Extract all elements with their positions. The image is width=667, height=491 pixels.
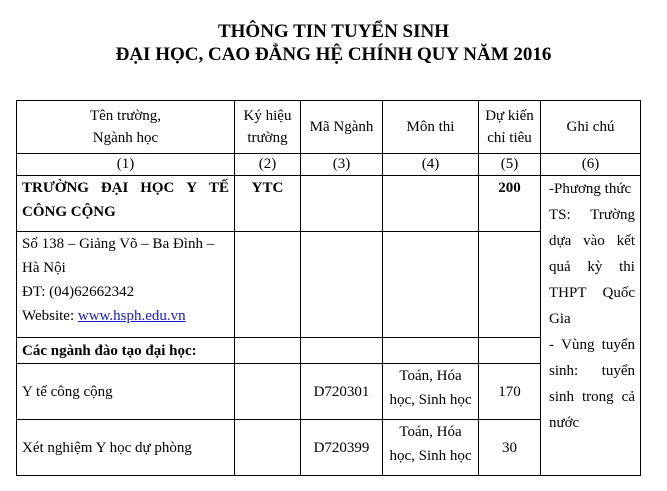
col-header-quota: Dự kiến chỉ tiêu — [479, 101, 541, 154]
program-code: D720301 — [301, 364, 383, 420]
program-name: Xét nghiệm Y học dự phòng — [17, 420, 235, 476]
program-subjects: Toán, Hóa học, Sinh học — [383, 364, 479, 420]
column-number: (2) — [235, 154, 301, 176]
document-subtitle: ĐẠI HỌC, CAO ĐẲNG HỆ CHÍNH QUY NĂM 2016 — [115, 44, 552, 65]
column-number: (5) — [479, 154, 541, 176]
column-number-row — [17, 154, 641, 176]
column-number: (6) — [541, 154, 641, 176]
col-header-notes: Ghi chú — [541, 101, 641, 154]
column-number: (1) — [17, 154, 235, 176]
school-quota: 200 — [479, 176, 541, 232]
notes-cell: -Phương thức TS: Trường dựa vào kết quả kỳ thi THPT Quốc Gia - Vùng tuyển sinh: tuyển sinh trong cả nước — [541, 176, 641, 476]
document-title: THÔNG TIN TUYỂN SINH — [217, 21, 450, 42]
website-link[interactable]: www.hsph.edu.vn — [77, 308, 186, 324]
column-number: (4) — [383, 154, 479, 176]
col-header-subjects: Môn thi — [383, 101, 479, 154]
school-phone: ĐT: (04)62662342 — [22, 284, 135, 300]
program-code: D720399 — [301, 420, 383, 476]
column-number: (3) — [301, 154, 383, 176]
col-header-school: Tên trường, Ngành học — [17, 101, 235, 154]
col-header-major-code: Mã Ngành — [301, 101, 383, 154]
school-code: YTC — [235, 176, 301, 232]
program-quota: 170 — [479, 364, 541, 420]
school-contact: Số 138 – Giảng Võ – Ba Đình – Hà Nội ĐT: (04)62662342 Website: www.hsph.edu.vn — [17, 232, 235, 338]
col-header-code: Ký hiệu trường — [235, 101, 301, 154]
school-name: TRƯỜNG ĐẠI HỌC Y TẾ CÔNG CỘNG — [17, 176, 235, 232]
program-quota: 30 — [479, 420, 541, 476]
category-label: Các ngành đào tạo đại học: — [17, 338, 235, 364]
program-name: Y tế công cộng — [17, 364, 235, 420]
school-row — [17, 176, 641, 232]
school-address: Số 138 – Giảng Võ – Ba Đình – — [22, 236, 215, 252]
program-subjects: Toán, Hóa học, Sinh học — [383, 420, 479, 476]
admission-table — [16, 100, 641, 476]
header-row — [17, 101, 641, 154]
